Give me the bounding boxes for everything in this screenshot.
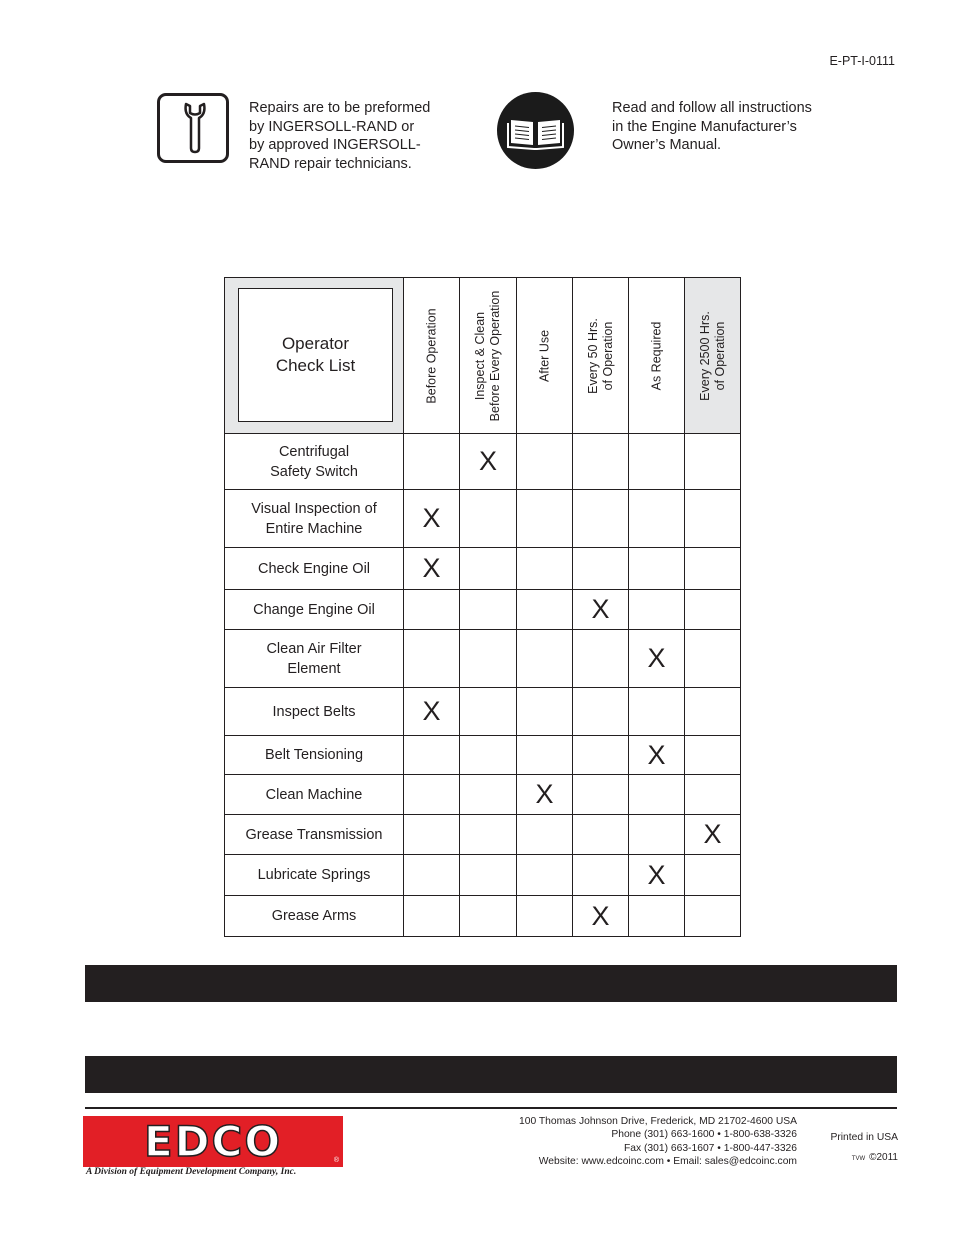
- task-label-line: Change Engine Oil: [253, 601, 375, 618]
- checklist-task: [225, 775, 404, 815]
- checklist-row: [225, 896, 741, 937]
- checklist-mark-cell: [685, 896, 741, 937]
- checklist-mark-cell: [460, 590, 517, 630]
- checklist-body: [225, 434, 741, 937]
- checklist-mark-cell: [573, 490, 629, 548]
- checklist-mark-cell: [404, 815, 460, 855]
- column-header-after-use: After Use: [517, 278, 573, 434]
- checklist-mark-cell: [404, 630, 460, 688]
- checklist-mark-cell: X: [573, 896, 629, 937]
- task-label-line: Entire Machine: [265, 520, 363, 537]
- checklist-mark-cell: [404, 855, 460, 896]
- checklist-mark-cell: [460, 630, 517, 688]
- checklist-row: [225, 815, 741, 855]
- column-header-as-required: As Required: [629, 278, 685, 434]
- checklist-mark-cell: [460, 855, 517, 896]
- checklist-row: [225, 688, 741, 736]
- logo-tagline: A Division of Equipment Development Company, Inc.: [86, 1167, 297, 1177]
- checklist-mark-cell: [517, 815, 573, 855]
- checklist-mark-cell: [629, 896, 685, 937]
- task-label-line: Visual Inspection of: [251, 500, 377, 517]
- checklist-mark-cell: [573, 736, 629, 775]
- checklist-mark-cell: X: [460, 434, 517, 490]
- checklist-mark-cell: [517, 896, 573, 937]
- checklist-header-row: [225, 278, 741, 434]
- checklist-mark-cell: [629, 434, 685, 490]
- manual-notice: Read and follow all instructions in the Engine Manufacturer’s Owner’s Manual.: [612, 100, 812, 153]
- black-divider-bar: [85, 1056, 897, 1093]
- checklist-task: [225, 688, 404, 736]
- column-header-every-50-hrs: Every 50 Hrs. of Operation: [573, 278, 629, 434]
- checklist-mark-cell: [460, 775, 517, 815]
- checklist-mark-cell: X: [629, 855, 685, 896]
- checklist-mark-cell: [460, 548, 517, 590]
- checklist-mark-cell: [685, 630, 741, 688]
- checklist-task: [225, 548, 404, 590]
- checklist-mark-cell: [517, 590, 573, 630]
- checklist-mark-cell: [460, 490, 517, 548]
- checklist-mark-cell: [629, 490, 685, 548]
- checklist-mark-cell: [685, 590, 741, 630]
- checklist-row: [225, 548, 741, 590]
- checklist-mark-cell: [629, 548, 685, 590]
- company-address: 100 Thomas Johnson Drive, Frederick, MD 21702-4600 USA Phone (301) 663-1600 • 1-800-638-3326 Fax (301) 663-1607 • 1-800-447-3326 Website: www.edcoinc.com • Email: sales@edcoinc.com: [519, 1116, 797, 1167]
- black-divider-bar: [85, 965, 897, 1002]
- checklist-mark-cell: [629, 775, 685, 815]
- checklist-row: [225, 775, 741, 815]
- checklist-mark-cell: [460, 688, 517, 736]
- task-label-line: Lubricate Springs: [257, 867, 371, 883]
- registered-mark: ®: [333, 1157, 339, 1164]
- open-book-icon: [497, 92, 574, 169]
- logo-wordmark: EDCO: [143, 1117, 283, 1166]
- checklist-mark-cell: [685, 434, 741, 490]
- task-label-line: Centrifugal: [278, 443, 350, 460]
- checklist-mark-cell: X: [517, 775, 573, 815]
- checklist-mark-cell: [573, 688, 629, 736]
- checklist-mark-cell: X: [629, 736, 685, 775]
- checklist-mark-cell: [685, 688, 741, 736]
- checklist-mark-cell: X: [685, 815, 741, 855]
- checklist-mark-cell: [629, 590, 685, 630]
- checklist-mark-cell: [685, 775, 741, 815]
- checklist-mark-cell: X: [629, 630, 685, 688]
- task-label-line: Check Engine Oil: [257, 560, 371, 577]
- checklist-mark-cell: [404, 736, 460, 775]
- checklist-row: [225, 736, 741, 775]
- checklist-mark-cell: [404, 590, 460, 630]
- checklist-task: [225, 590, 404, 630]
- document-code: E-PT-I-0111: [829, 54, 895, 68]
- checklist-mark-cell: [573, 434, 629, 490]
- checklist-mark-cell: [517, 855, 573, 896]
- checklist-mark-cell: [404, 434, 460, 490]
- checklist-mark-cell: [460, 815, 517, 855]
- copyright-year: ©2011: [869, 1152, 898, 1163]
- repair-notice: Repairs are to be preformed by INGERSOLL-RAND or by approved INGERSOLL- RAND repair technicians.: [249, 100, 431, 172]
- printed-in-usa: Printed in USA: [830, 1132, 898, 1143]
- operator-checklist-table: [224, 277, 741, 937]
- checklist-title: Operator Check List: [238, 288, 393, 422]
- checklist-task: [225, 855, 404, 896]
- checklist-mark-cell: [517, 490, 573, 548]
- column-header-inspect-clean: Inspect & Clean Before Every Operation: [460, 278, 517, 434]
- edco-logo: [83, 1116, 343, 1167]
- checklist-title-cell: [225, 278, 404, 434]
- checklist-mark-cell: X: [404, 490, 460, 548]
- task-label-line: Belt Tensioning: [264, 747, 364, 763]
- checklist-mark-cell: [573, 815, 629, 855]
- checklist-mark-cell: [517, 434, 573, 490]
- checklist-task: [225, 815, 404, 855]
- checklist-mark-cell: [573, 775, 629, 815]
- checklist-mark-cell: [685, 548, 741, 590]
- checklist-mark-cell: [629, 815, 685, 855]
- checklist-mark-cell: X: [404, 688, 460, 736]
- checklist-mark-cell: [517, 548, 573, 590]
- checklist-row: [225, 434, 741, 490]
- wrench-icon: [157, 93, 229, 163]
- checklist-row: [225, 630, 741, 688]
- checklist-row: [225, 490, 741, 548]
- task-label-line: Clean Machine: [265, 786, 363, 803]
- footer-rule: [85, 1107, 897, 1109]
- checklist-task: [225, 736, 404, 775]
- checklist-task: [225, 434, 404, 490]
- checklist-mark-cell: [517, 630, 573, 688]
- checklist-task: [225, 490, 404, 548]
- checklist-mark-cell: X: [573, 590, 629, 630]
- checklist-mark-cell: X: [404, 548, 460, 590]
- checklist-mark-cell: [685, 490, 741, 548]
- checklist-mark-cell: [685, 855, 741, 896]
- checklist-mark-cell: [629, 688, 685, 736]
- author-initials: TVW: [851, 1156, 866, 1162]
- checklist-mark-cell: [517, 736, 573, 775]
- checklist-mark-cell: [404, 775, 460, 815]
- task-label-line: Grease Transmission: [245, 826, 383, 843]
- checklist-row: [225, 855, 741, 896]
- checklist-mark-cell: [685, 736, 741, 775]
- checklist-mark-cell: [517, 688, 573, 736]
- checklist-task: [225, 896, 404, 937]
- column-header-before-operation: Before Operation: [404, 278, 460, 434]
- checklist-task: [225, 630, 404, 688]
- task-label-line: Clean Air Filter: [266, 640, 362, 657]
- checklist-mark-cell: [460, 736, 517, 775]
- task-label-line: Element: [287, 660, 341, 677]
- checklist-mark-cell: [573, 548, 629, 590]
- checklist-mark-cell: [573, 630, 629, 688]
- task-label-line: Grease Arms: [271, 908, 357, 924]
- task-label-line: Safety Switch: [270, 463, 358, 480]
- checklist-mark-cell: [460, 896, 517, 937]
- checklist-mark-cell: [404, 896, 460, 937]
- task-label-line: Inspect Belts: [272, 703, 356, 720]
- column-header-every-2500-hrs: Every 2500 Hrs. of Operation: [685, 278, 741, 434]
- checklist-row: [225, 590, 741, 630]
- checklist-mark-cell: [573, 855, 629, 896]
- copyright: [852, 1152, 898, 1163]
